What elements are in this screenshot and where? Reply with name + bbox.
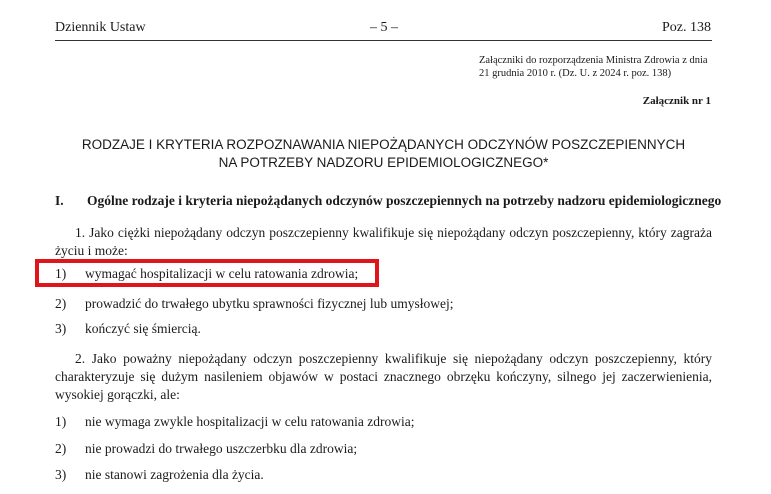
list-item-text: nie prowadzi do trwałego uszczerbku dla zdrowia; (85, 441, 358, 456)
list-item-text: kończyć się śmiercią. (85, 321, 201, 336)
paragraph-1-text: 1. Jako ciężki niepożądany odczyn poszczepienny kwalifikuje się niepożądany odczyn poszczepienny, który zagraża życiu i może: (55, 225, 712, 258)
document-title (55, 136, 712, 172)
list-item (55, 414, 415, 430)
list-item-text: wymagać hospitalizacji w celu ratowania zdrowia; (85, 266, 359, 281)
list-item-number: 1) (55, 266, 67, 281)
header-position: Poz. 138 (662, 20, 711, 35)
list-item (55, 296, 454, 312)
paragraph-2 (55, 350, 712, 404)
highlight-box (35, 259, 379, 287)
list-item-text: nie wymaga zwykle hospitalizacji w celu ratowania zdrowia; (85, 414, 415, 429)
header-page-number: – 5 – (370, 20, 398, 35)
list-item-number: 2) (55, 441, 67, 456)
list-item-number: 3) (55, 467, 67, 482)
list-item-text: prowadzić do trwałego ubytku sprawności fizycznej lub umysłowej; (85, 296, 454, 311)
list-item-number: 3) (55, 321, 67, 336)
list-item (55, 441, 357, 457)
header-rule (55, 40, 712, 41)
list-item (55, 321, 201, 337)
section-heading-text: Ogólne rodzaje i kryteria niepożądanych odczynów poszczepiennych na potrzeby nadzoru epidemiologicznego (87, 193, 722, 208)
document-title-line2: NA POTRZEBY NADZORU EPIDEMIOLOGICZNEGO* (218, 155, 549, 170)
annex-label: Załącznik nr 1 (642, 95, 711, 107)
document-title-line1: RODZAJE I KRYTERIA ROZPOZNAWANIA NIEPOŻĄDANYCH ODCZYNÓW POSZCZEPIENNYCH (81, 137, 686, 152)
list-item (55, 467, 264, 483)
list-item-number: 2) (55, 296, 67, 311)
annex-note: Załączniki do rozporządzenia Ministra Zdrowia z dnia 21 grudnia 2010 r. (Dz. U. z 2024 r. poz. 138) (479, 55, 708, 79)
paragraph-2-text: 2. Jako poważny niepożądany odczyn poszczepienny kwalifikuje się niepożądany odczyn poszczepienny, który charakteryzuje się dużym nasileniem objawów w postaci znacznego obrzęku kończyny, silnego jej zaczerwienienia, wysokiej gorączki, ale: (55, 351, 712, 402)
paragraph-1 (55, 224, 712, 260)
header-journal: Dziennik Ustaw (55, 20, 146, 35)
section-number: I. (55, 193, 64, 208)
section-heading (55, 193, 721, 209)
list-item-text: nie stanowi zagrożenia dla życia. (85, 467, 264, 482)
list-item-number: 1) (55, 414, 67, 429)
